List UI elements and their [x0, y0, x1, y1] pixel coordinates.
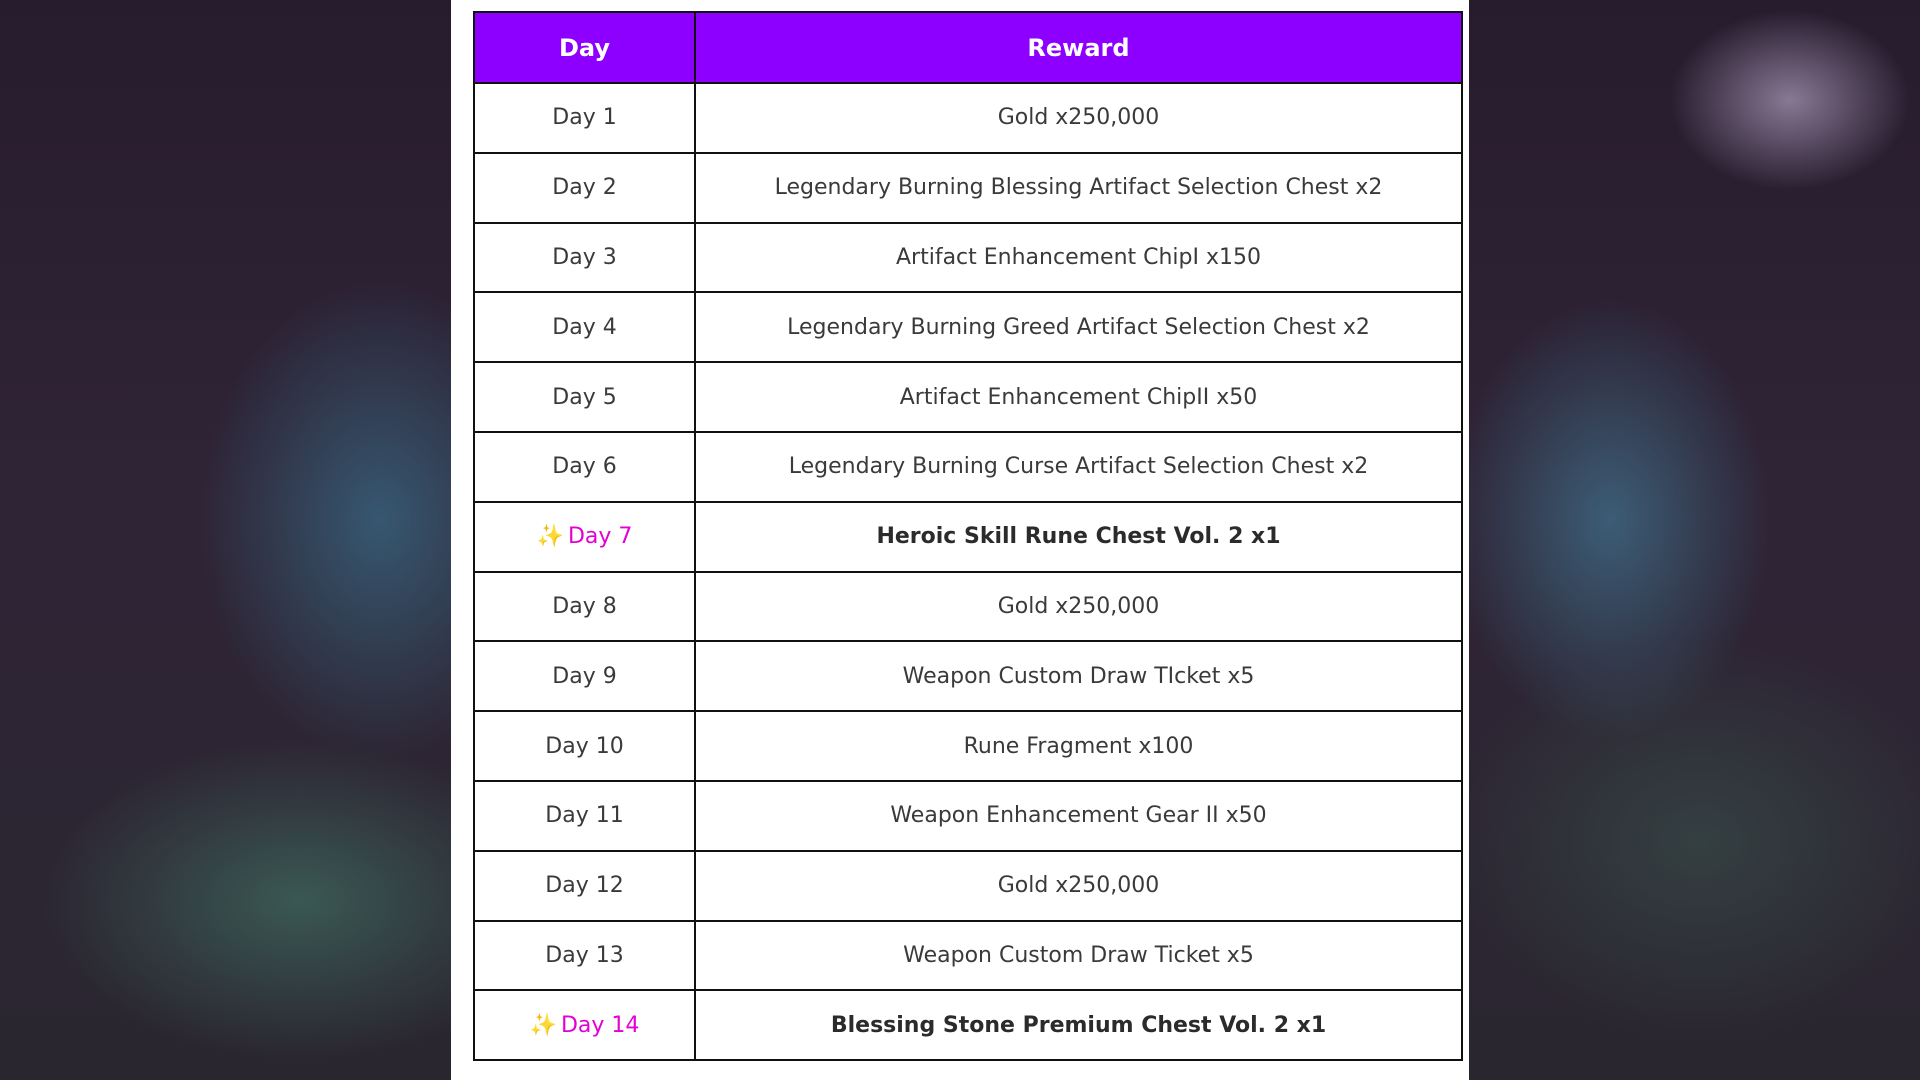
table-row [474, 921, 1462, 991]
reward-label: Heroic Skill Rune Chest Vol. 2 x1 [876, 524, 1281, 550]
reward-label: Gold x250,000 [997, 593, 1160, 619]
table-row-highlight [474, 990, 1462, 1060]
reward-table-body [474, 83, 1462, 1060]
reward-label: Legendary Burning Blessing Artifact Selection Chest x2 [774, 175, 1383, 201]
reward-label: Weapon Custom Draw TIcket x5 [902, 663, 1255, 689]
reward-cell [695, 851, 1462, 921]
reward-cell [695, 432, 1462, 502]
day-cell [474, 990, 695, 1060]
table-row [474, 641, 1462, 711]
table-row [474, 83, 1462, 153]
day-cell [474, 641, 695, 711]
reward-label: Artifact Enhancement ChipI x150 [895, 244, 1262, 270]
day-cell [474, 502, 695, 572]
reward-label: Legendary Burning Greed Artifact Selection Chest x2 [787, 314, 1370, 340]
reward-cell [695, 572, 1462, 642]
day-label: Day 7 [567, 524, 633, 550]
table-row [474, 432, 1462, 502]
day-cell [474, 362, 695, 432]
table-row [474, 781, 1462, 851]
reward-label: Weapon Custom Draw Ticket x5 [903, 942, 1254, 968]
column-header-day: Day [474, 12, 695, 83]
column-header-reward: Reward [695, 12, 1462, 83]
day-cell [474, 153, 695, 223]
reward-label: Legendary Burning Curse Artifact Selection Chest x2 [788, 454, 1369, 480]
table-row [474, 711, 1462, 781]
table-row [474, 223, 1462, 293]
day-label: Day 1 [552, 105, 617, 131]
day-label: Day 8 [552, 593, 617, 619]
table-header-row [474, 12, 1462, 83]
reward-cell [695, 83, 1462, 153]
reward-cell [695, 153, 1462, 223]
day-label: Day 6 [552, 454, 617, 480]
reward-table [473, 11, 1463, 1061]
table-row [474, 362, 1462, 432]
reward-cell [695, 292, 1462, 362]
day-cell [474, 572, 695, 642]
day-label: Day 4 [552, 314, 617, 340]
day-label: Day 11 [545, 803, 624, 829]
day-label: Day 9 [552, 663, 617, 689]
day-cell [474, 711, 695, 781]
day-cell [474, 781, 695, 851]
reward-cell [695, 362, 1462, 432]
reward-label: Gold x250,000 [997, 873, 1160, 899]
reward-label: Artifact Enhancement ChipII x50 [899, 384, 1258, 410]
day-label: Day 13 [545, 942, 624, 968]
sparkle-icon: ✨ [536, 524, 564, 550]
table-row [474, 851, 1462, 921]
reward-cell [695, 990, 1462, 1060]
day-label: Day 10 [545, 733, 624, 759]
table-row [474, 292, 1462, 362]
day-label: Day 2 [552, 175, 617, 201]
reward-cell [695, 921, 1462, 991]
reward-cell [695, 711, 1462, 781]
day-label: Day 12 [545, 873, 624, 899]
reward-cell [695, 641, 1462, 711]
reward-label: Weapon Enhancement Gear II x50 [890, 803, 1267, 829]
reward-label: Rune Fragment x100 [963, 733, 1194, 759]
table-row [474, 572, 1462, 642]
day-cell [474, 223, 695, 293]
day-cell [474, 292, 695, 362]
sparkle-icon: ✨ [529, 1012, 557, 1038]
day-cell [474, 851, 695, 921]
reward-cell [695, 781, 1462, 851]
reward-label: Gold x250,000 [997, 105, 1160, 131]
day-cell [474, 432, 695, 502]
day-cell [474, 83, 695, 153]
table-row-highlight [474, 502, 1462, 572]
table-row [474, 153, 1462, 223]
day-cell [474, 921, 695, 991]
day-label: Day 3 [552, 244, 617, 270]
reward-cell [695, 223, 1462, 293]
day-label: Day 14 [560, 1012, 640, 1038]
reward-label: Blessing Stone Premium Chest Vol. 2 x1 [830, 1012, 1327, 1038]
reward-cell [695, 502, 1462, 572]
day-label: Day 5 [552, 384, 617, 410]
